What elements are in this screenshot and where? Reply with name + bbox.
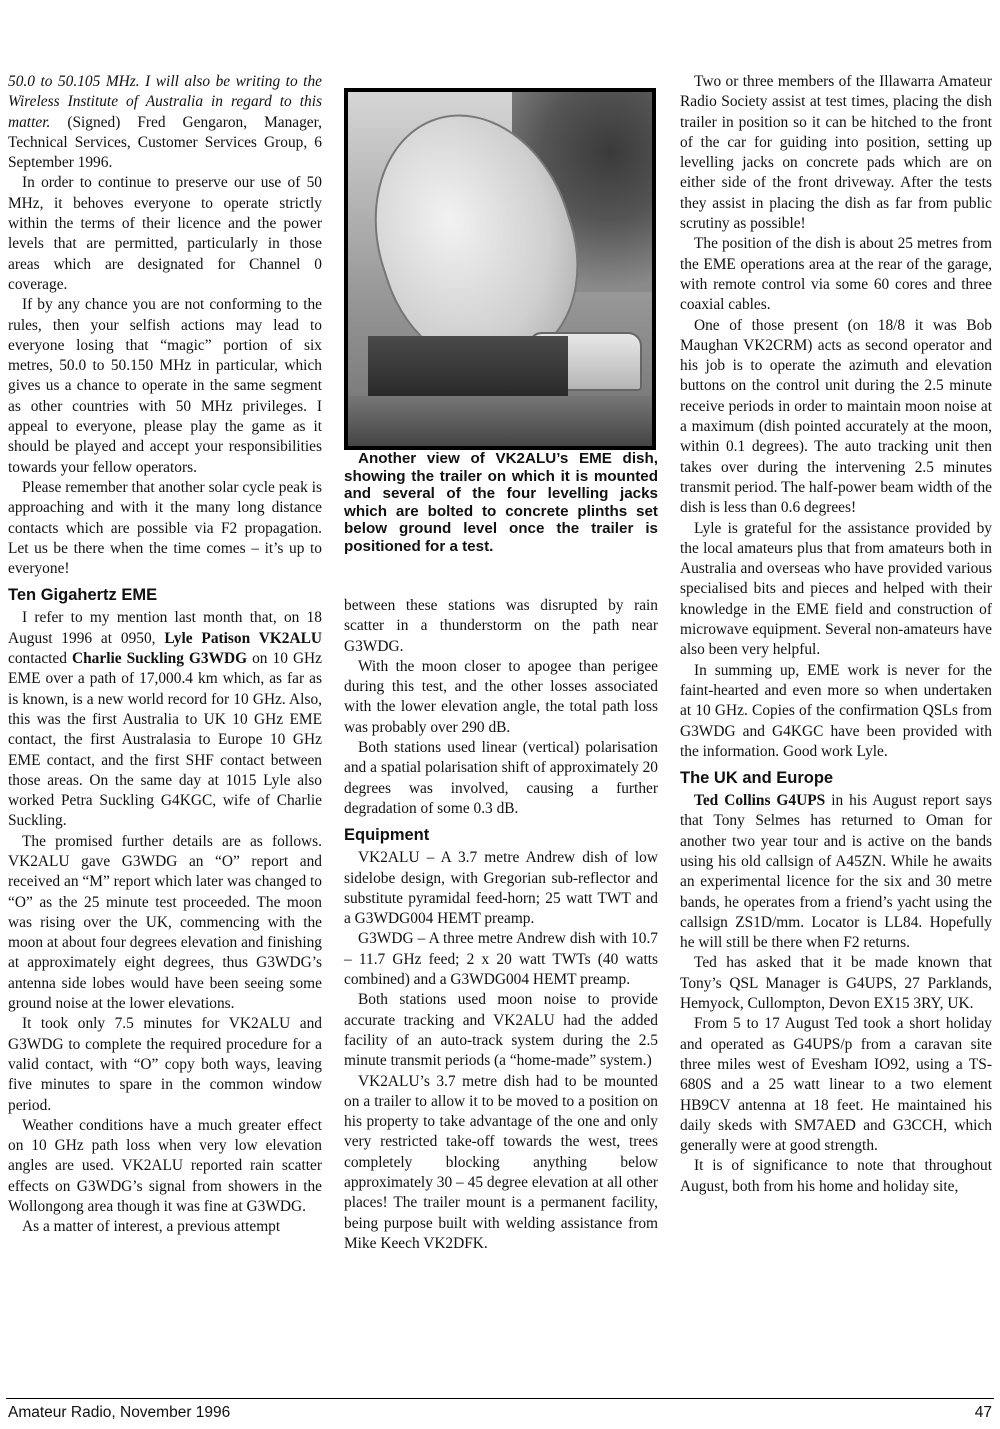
paragraph: Both stations used moon noise to provide accurate tracking and VK2ALU had the added facility of an auto-track system during the 2.5 minute transmit periods (a “home-made” system.) xyxy=(344,991,658,1070)
ground-graphic xyxy=(348,396,652,446)
bold-name: Charlie Suckling G3WDG xyxy=(72,650,248,668)
paragraph: The promised further details are as follows. VK2ALU gave G3WDG an “O” report and received an “M” report which later was changed to “O” as the 25 minute test proceeded. The moon was rising over the UK, commencing with the moon at about four degrees elevation and finishing at approximately eight degrees, thus G3WDG’s antenna side lobes would have been seeing some ground noise at the lower elevations. xyxy=(8,832,322,1013)
paragraph: between these stations was disrupted by rain scatter in a thunderstorm on the path near G3WDG. xyxy=(344,597,658,655)
column-1 xyxy=(8,72,322,1238)
paragraph xyxy=(8,72,322,173)
paragraph: If by any chance you are not conforming to the rules, then your selfish actions may lead to everyone losing that “magic” portion of six metres, 50.0 to 50.150 MHz in particular, which gives us a chance to operate in the same segment as other countries with 50 MHz privileges. I appeal to everyone, please play the game as it should be played and accept your responsibilities towards your fellow operators. xyxy=(8,296,322,476)
paragraph: VK2ALU’s 3.7 metre dish had to be mounted on a trailer to allow it to be moved to a position on his property to take advantage of the one and only very restricted take-off towards the west, trees completely blocking anything below approximately 30 – 45 degree elevation at all other places! The trailer mount is a permanent facility, being purpose built with welding assistance from Mike Keech VK2DFK. xyxy=(344,1072,658,1252)
paragraph: From 5 to 17 August Ted took a short holiday and operated as G4UPS/p from a caravan site three miles west of Evesham IO92, using a TS-680S and a 25 watt linear to a two element HB9CV antenna at 18 feet. He maintained his daily skeds with SM7AED and G3CCH, which generally were at good strength. xyxy=(680,1015,992,1155)
paragraph-text: (Signed) Fred Gengaron, Manager, Technical Services, Customer Services Group, 6 September 1996. xyxy=(8,113,322,172)
section-heading: Equipment xyxy=(344,826,430,845)
footer-publication: Amateur Radio, November 1996 xyxy=(8,1404,231,1421)
paragraph: Both stations used linear (vertical) polarisation and a spatial polarisation shift of approximately 20 degrees was involved, causing a further degradation of some 0.3 dB. xyxy=(344,739,658,817)
paragraph: As a matter of interest, a previous attempt xyxy=(22,1218,281,1236)
paragraph xyxy=(8,608,322,831)
paragraph: Weather conditions have a much greater effect on 10 GHz path loss when very low elevation angles are used. VK2ALU reported rain scatter effects on G3WDG’s signal from showers in the Wollongong area though it was fine at G3WDG. xyxy=(8,1116,322,1216)
paragraph-text: on 10 GHz EME over a path of 17,000.4 km which, as far as is known, is a new world record for 10 GHz. Also, this was the first Australia to UK 10 GHz EME contact, the first Australasia to Europe 10 GHz EME contact, and the first SHF contact between those areas. On the same day at 1015 Lyle also worked Petra Suckling G4KGC, wife of Charlie Suckling. xyxy=(8,650,323,830)
bold-name: Ted Collins G4UPS xyxy=(694,792,826,810)
column-2-text xyxy=(344,596,658,1254)
section-heading: Ten Gigahertz EME xyxy=(8,586,158,605)
paragraph: In order to continue to preserve our use of 50 MHz, it behoves everyone to operate strictly within the terms of their licence and the power levels that are permitted, particularly in those areas which are designated for Channel 0 coverage. xyxy=(8,174,322,293)
eme-dish-photo xyxy=(344,88,656,450)
paragraph: One of those present (on 18/8 it was Bob Maughan VK2CRM) acts as second operator and his job is to operate the azimuth and elevation buttons on the control unit during the 2.5 minute receive periods in order to maintain moon noise at a maximum (dish pointed accurately at the moon, within 0.1 degrees). The auto tracking unit then takes over during the intervening 2.5 minutes transmit period. The half-power beam width of the dish is less than 0.6 degrees! xyxy=(680,316,992,517)
paragraph: Ted has asked that it be made known that Tony’s QSL Manager is G4UPS, 27 Parklands, Hemyock, Cullompton, Devon EX15 3RY, UK. xyxy=(680,954,992,1013)
paragraph: In summing up, EME work is never for the faint-hearted and even more so when undertaken at 10 GHz. Copies of the confirmation QSLs from G3WDG and G4KGC have been provided with the information. Good work Lyle. xyxy=(680,661,992,760)
paragraph: With the moon closer to apogee than perigee during this test, and the other losses associated with the lower elevation angle, the total path loss was probably over 290 dB. xyxy=(344,657,658,736)
photo-caption: Another view of VK2ALU’s EME dish, showing the trailer on which it is mounted and several of the four levelling jacks which are bolted to concrete plinths set below ground level once the trailer is positioned for a test. xyxy=(344,450,658,555)
page-number: 47 xyxy=(974,1404,992,1421)
paragraph: Two or three members of the Illawarra Amateur Radio Society assist at test times, placing the dish trailer in position so it can be hitched to the front of the car for guiding into position, setting up levelling jacks on concrete pads which are on either side of the front driveway. After the tests they assist in placing the dish as far from public scrutiny as possible! xyxy=(680,73,992,233)
paragraph: Please remember that another solar cycle peak is approaching and with it the many long distance contacts which are possible via F2 propagation. Let us be there when the time comes – it’s up to everyone! xyxy=(8,478,322,578)
trailer-graphic xyxy=(368,336,568,396)
column-3 xyxy=(680,72,992,1197)
paragraph-text: I refer to my mention last month that, on 18 August 1996 at 0950, xyxy=(8,609,322,647)
paragraph-text: contacted xyxy=(8,650,72,668)
italic-text: 50.0 to 50.105 MHz. I will also be writing to the Wireless Institute of Australia in regard to this matter. xyxy=(8,73,322,131)
paragraph: G3WDG – A three metre Andrew dish with 10.7 – 11.7 GHz feed; 2 x 20 watt TWTs (40 watts combined) and a G3WDG004 HEMT preamp. xyxy=(344,930,658,989)
paragraph xyxy=(680,791,992,953)
column-2 xyxy=(344,88,658,1254)
paragraph: It took only 7.5 minutes for VK2ALU and G3WDG to complete the required procedure for a valid contact, with “O” copy both ways, leaving five minutes to spare in the common window period. xyxy=(8,1015,322,1114)
paragraph: The position of the dish is about 25 metres from the EME operations area at the rear of the garage, with remote control via some 60 cores and three coaxial cables. xyxy=(680,235,992,314)
footer-divider xyxy=(6,1398,994,1399)
bold-name: Lyle Patison VK2ALU xyxy=(164,629,323,647)
paragraph: It is of significance to note that throughout August, both from his home and holiday site, xyxy=(680,1157,992,1195)
paragraph-text: in his August report says that Tony Selmes has returned to Oman for another two year tour and is active on the bands using his old callsign of A45ZN. While he awaits an experimental licence for the six and 30 metre bands, he operates from a friend’s yacht using the callsign ZS1D/mm. Locator is LL84. Hopefully he will still be there when F2 returns. xyxy=(680,792,992,952)
section-heading: The UK and Europe xyxy=(680,769,834,788)
paragraph: VK2ALU – A 3.7 metre Andrew dish of low sidelobe design, with Gregorian sub-reflector and substitute pyramidal feed-horn; 25 watt TWT and a G3WDG004 HEMT preamp. xyxy=(344,849,658,928)
paragraph: Lyle is grateful for the assistance provided by the local amateurs plus that from amateurs both in Australia and overseas who have provided various specialised bits and pieces and helped with their knowledge in the EME field and construction of microwave equipment. Several non-amateurs have also been very helpful. xyxy=(680,519,992,659)
